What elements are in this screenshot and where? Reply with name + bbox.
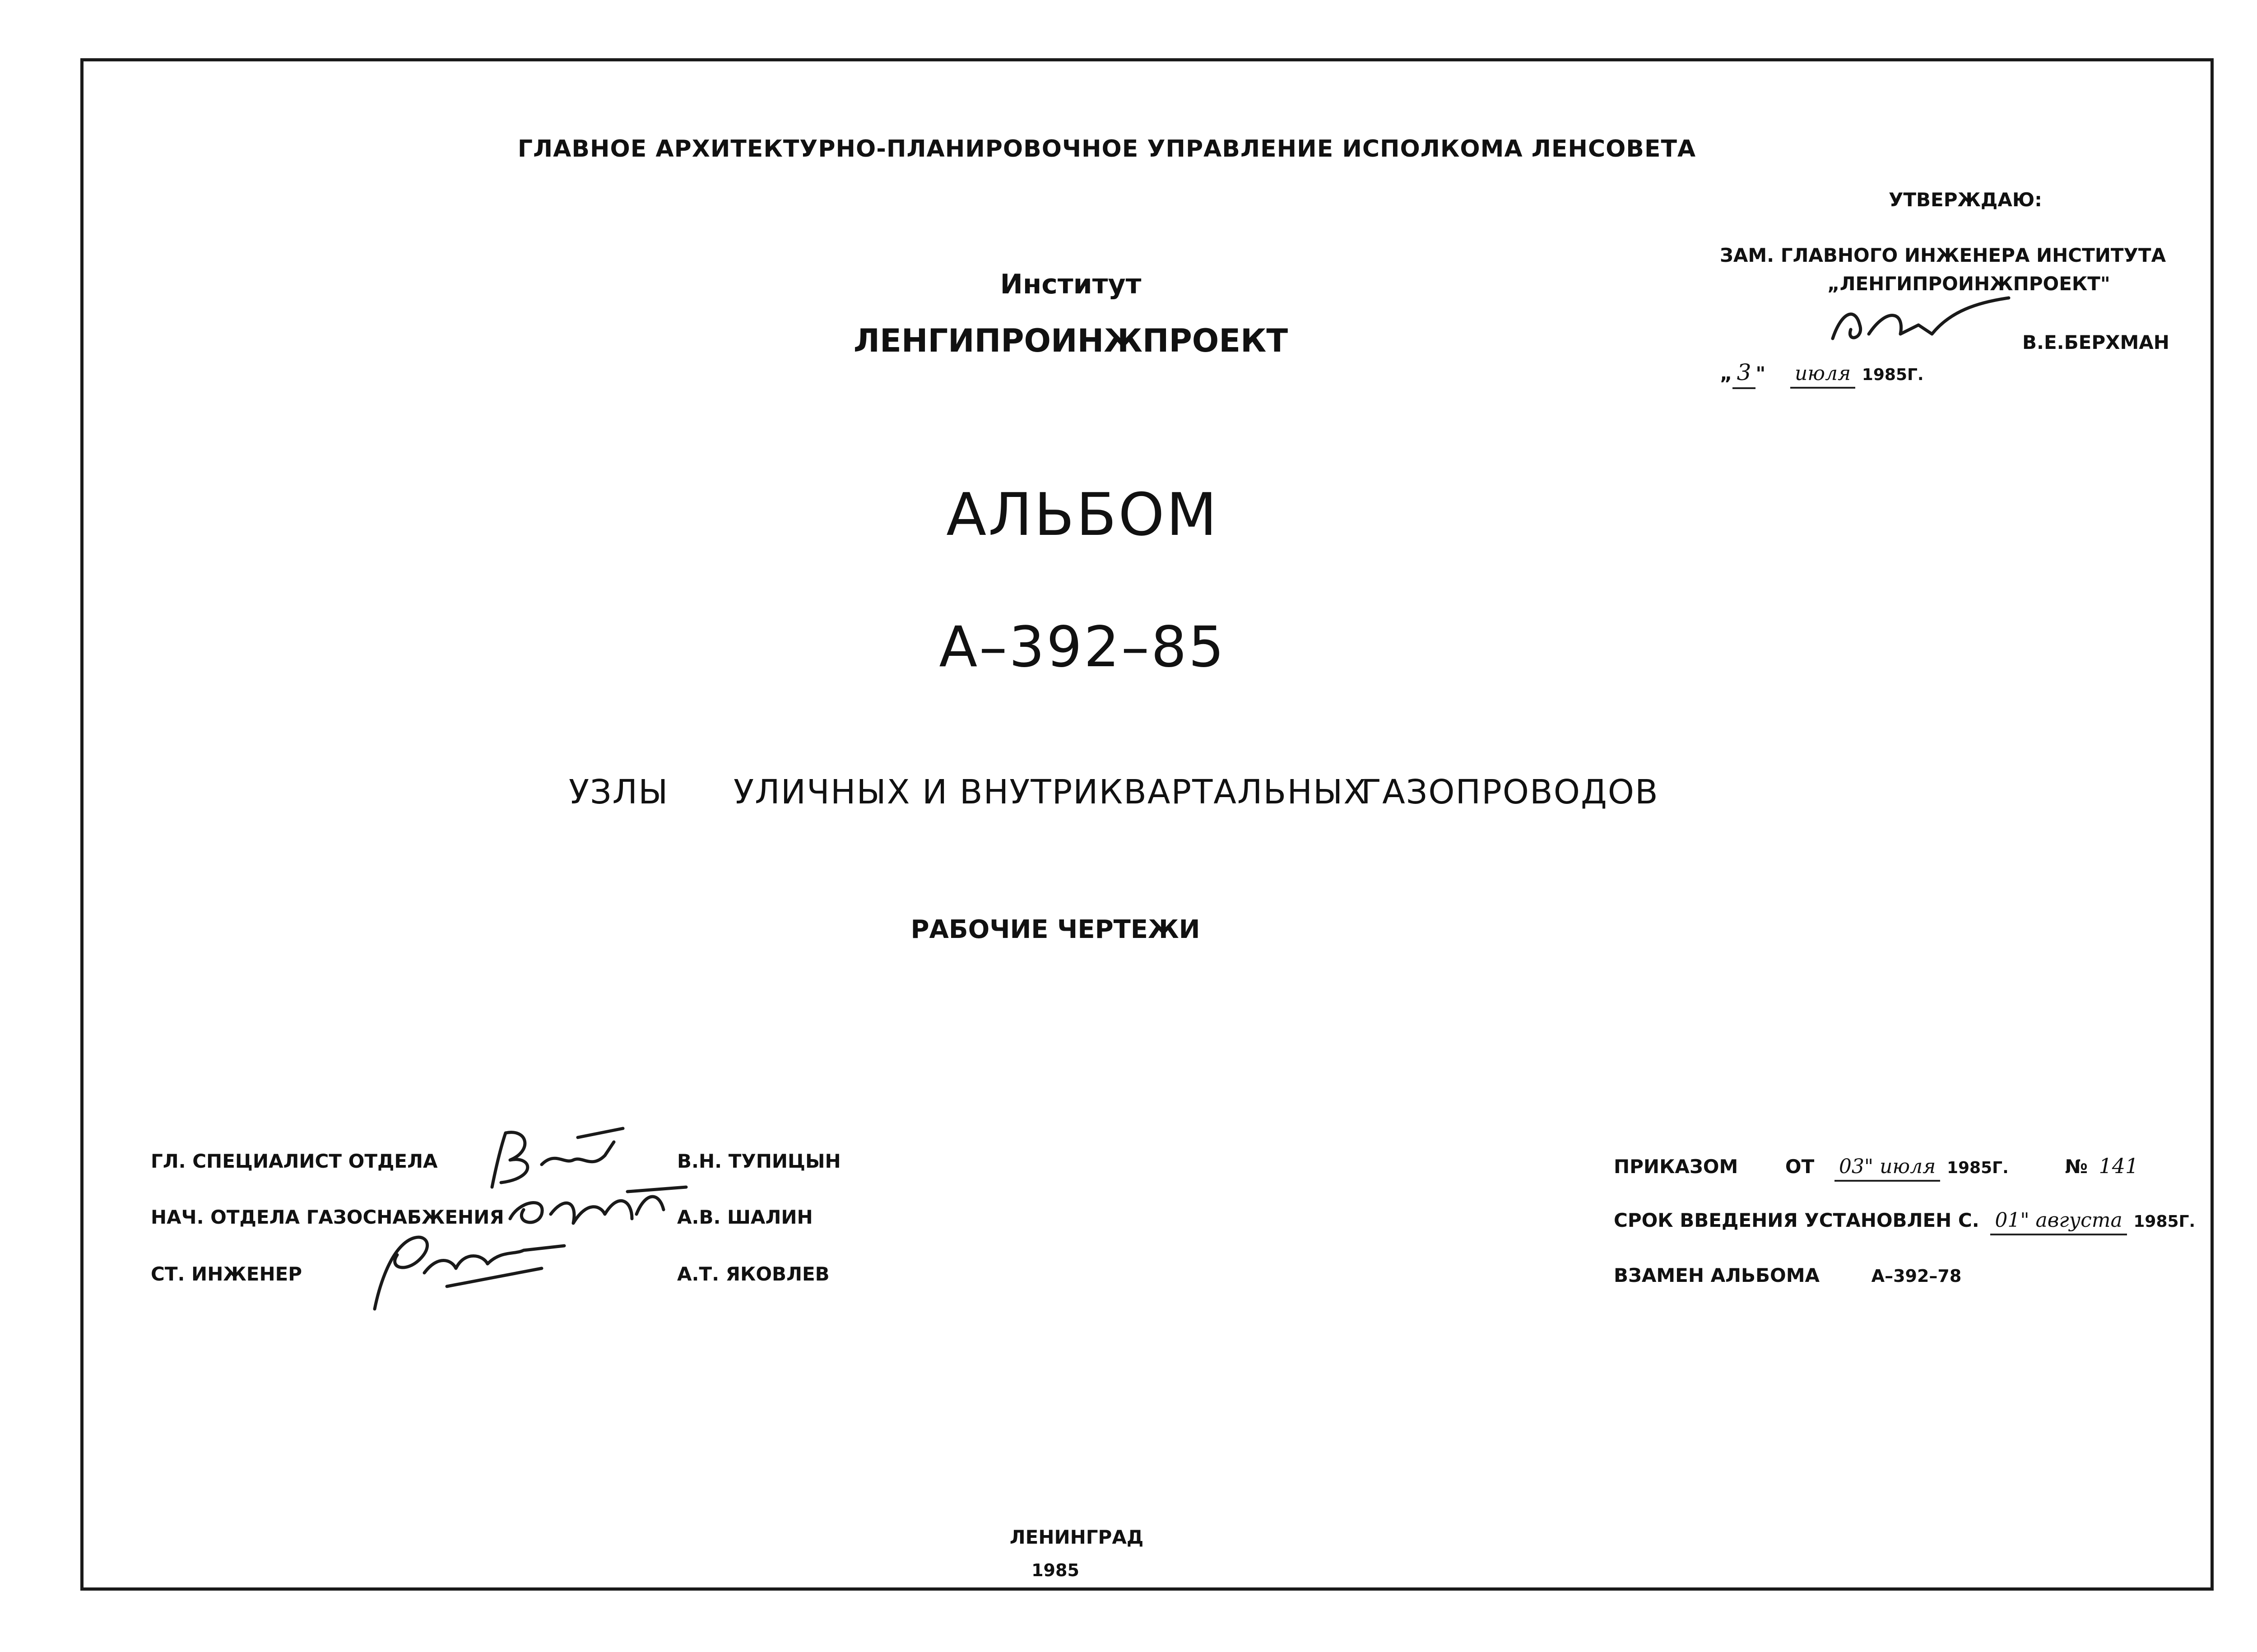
approval-signature xyxy=(1815,293,2013,361)
organization-header: ГЛАВНОЕ АРХИТЕКТУРНО-ПЛАНИРОВОЧНОЕ УПРАВЛЕНИЕ ИСПОЛКОМА ЛЕНСОВЕТА xyxy=(517,135,1696,162)
replaces-block xyxy=(1614,1266,1961,1285)
replaces-label: ВЗАМЕН АЛЬБОМА xyxy=(1614,1264,1820,1286)
subject-word-2: УЛИЧНЫХ И ВНУТРИКВАРТАЛЬНЫХ xyxy=(734,773,1367,812)
effective-label: СРОК ВВЕДЕНИЯ УСТАНОВЛЕН С. xyxy=(1614,1209,1979,1231)
approval-date: „ 3 " июля 1985Г. xyxy=(1720,361,1924,384)
signatory-name-3: А.Т. ЯКОВЛЕВ xyxy=(677,1263,830,1285)
order-number: 141 xyxy=(2099,1154,2139,1178)
approval-institute: „ЛЕНГИПРОИНЖПРОЕКТ" xyxy=(1827,273,2110,295)
signatory-role-1: ГЛ. СПЕЦИАЛИСТ ОТДЕЛА xyxy=(151,1150,438,1172)
document-type: РАБОЧИЕ ЧЕРТЕЖИ xyxy=(910,915,1200,944)
approval-date-day: 3 xyxy=(1732,359,1756,389)
album-title: АЛЬБОМ xyxy=(946,480,1219,549)
order-label: ПРИКАЗОМ xyxy=(1614,1155,1738,1178)
signatory-name-1: В.Н. ТУПИЦЫН xyxy=(677,1150,841,1172)
order-from: ОТ xyxy=(1785,1155,1815,1178)
order-block xyxy=(1614,1155,2143,1177)
footer-city: ЛЕНИНГРАД xyxy=(1009,1526,1144,1548)
approval-date-month: июля xyxy=(1790,362,1855,389)
order-year: 1985Г. xyxy=(1946,1159,2009,1177)
subject-word-1: УЗЛЫ xyxy=(569,773,669,812)
order-date: 03" июля xyxy=(1834,1155,1940,1182)
approval-name: В.Е.БЕРХМАН xyxy=(2022,331,2169,353)
signatory-role-2: НАЧ. ОТДЕЛА ГАЗОСНАБЖЕНИЯ xyxy=(151,1206,504,1228)
effective-block xyxy=(1614,1211,2195,1230)
signature-3 xyxy=(361,1219,569,1318)
approval-heading: УТВЕРЖДАЮ: xyxy=(1889,189,2042,211)
institute-label: Институт xyxy=(1000,269,1142,300)
album-code: А–392–85 xyxy=(939,615,1226,680)
approval-position: ЗАМ. ГЛАВНОГО ИНЖЕНЕРА ИНСТИТУТА xyxy=(1720,244,2166,266)
effective-date: 01" августа xyxy=(1990,1209,2127,1235)
footer-year: 1985 xyxy=(1031,1560,1079,1580)
subject-word-3: ГАЗОПРОВОДОВ xyxy=(1361,773,1659,812)
institute-name: ЛЕНГИПРОИНЖПРОЕКТ xyxy=(853,322,1288,359)
order-number-label: № xyxy=(2065,1155,2088,1178)
signatory-role-3: СТ. ИНЖЕНЕР xyxy=(151,1263,302,1285)
signatory-name-2: А.В. ШАЛИН xyxy=(677,1206,813,1228)
replaces-code: А–392–78 xyxy=(1871,1266,1962,1286)
approval-date-year: 1985Г. xyxy=(1862,366,1924,384)
effective-year: 1985Г. xyxy=(2133,1212,2196,1231)
